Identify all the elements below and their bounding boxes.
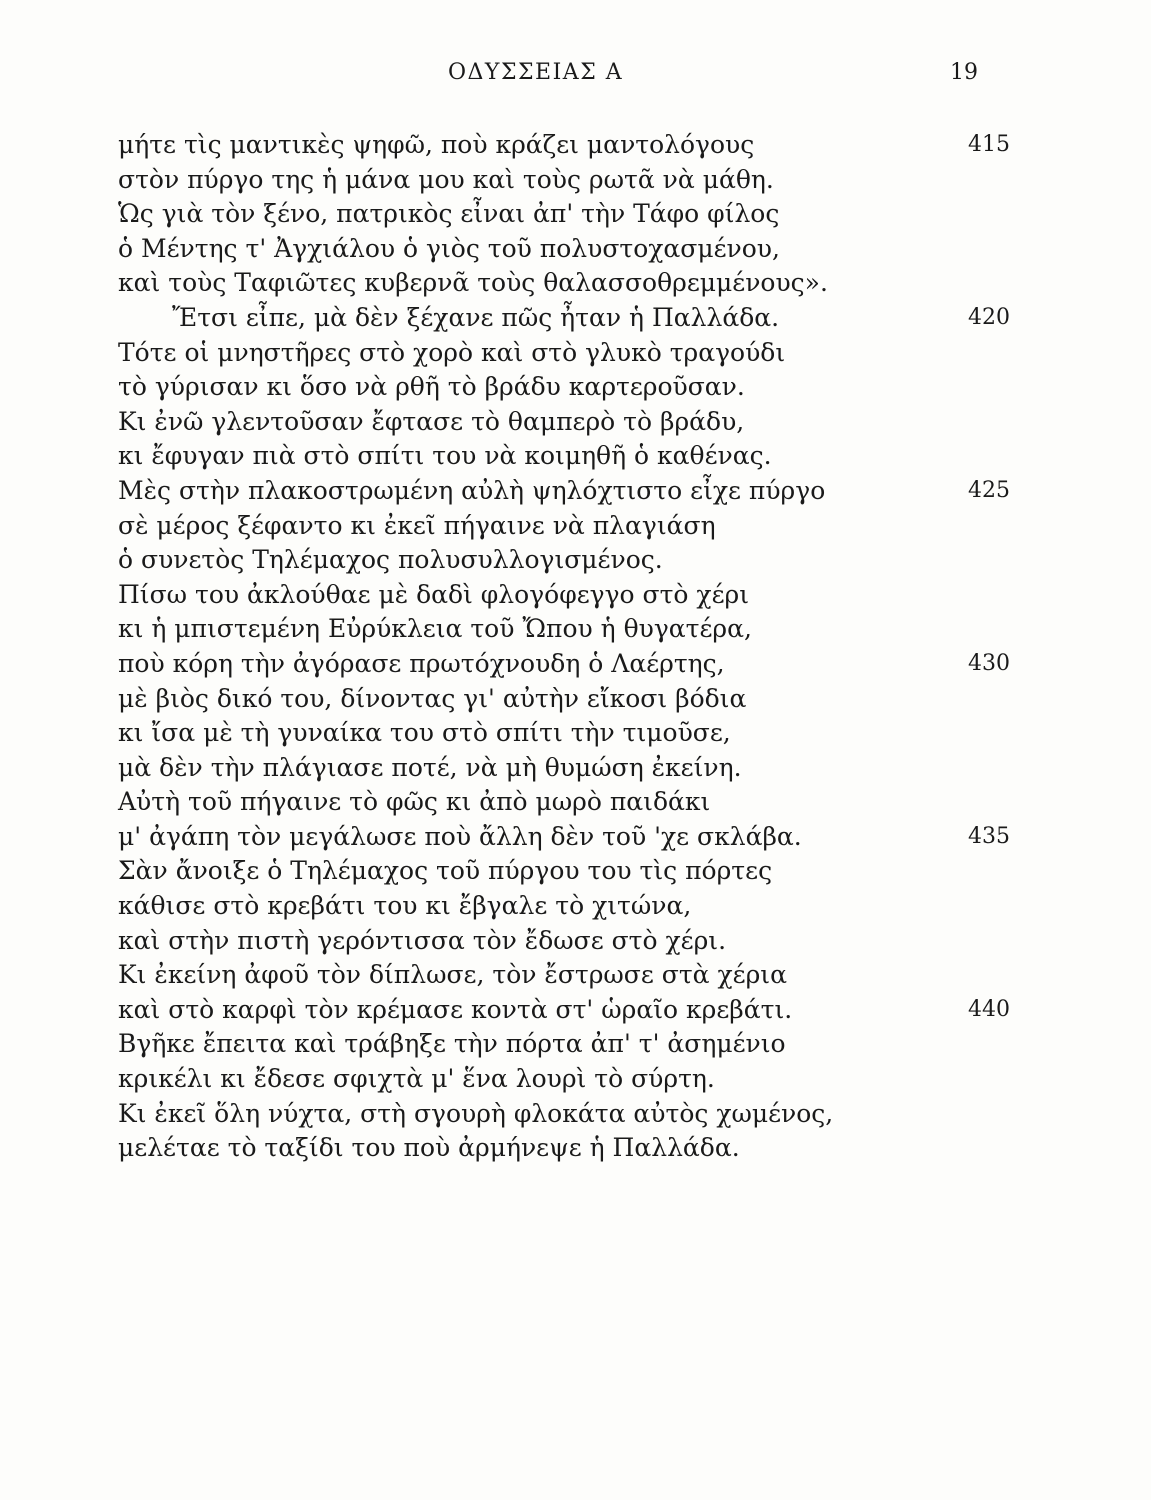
verse-text: ὁ Μέντης τ' Ἀγχιάλου ὁ γιὸς τοῦ πολυστοχασμένου, [118,233,780,263]
verse-text: Πίσω του ἀκλούθαε μὲ δαδὶ φλογόφεγγο στὸ χέρι [118,579,750,609]
verse-text: τὸ γύρισαν κι ὅσο νὰ ρθῆ τὸ βράδυ καρτεροῦσαν. [118,372,745,402]
verse-text: Βγῆκε ἔπειτα καὶ τράβηξε τὴν πόρτα ἀπ' τ' ἀσημένιο [118,1029,786,1059]
verse-text: Τότε οἱ μνηστῆρες στὸ χορὸ καὶ στὸ γλυκὸ τραγούδι [118,337,786,367]
line-number: 440 [968,996,1010,1022]
verse-text: μὰ δὲν τὴν πλάγιασε ποτέ, νὰ μὴ θυμώση ἐκείνη. [118,752,742,782]
verse-line [0,336,1151,371]
verse-line [0,128,1151,163]
verse-line [0,785,1151,820]
verse-line [0,854,1151,889]
verse-text: Σὰν ἄνοιξε ὁ Τηλέμαχος τοῦ πύργου του τὶς πόρτες [118,856,773,886]
verse-text: κάθισε στὸ κρεβάτι του κι ἔβγαλε τὸ χιτώνα, [118,891,692,921]
verse-line [0,1027,1151,1062]
page-header [0,60,1151,100]
line-number: 425 [968,477,1010,503]
verse-line [0,370,1151,405]
verse-text: ποὺ κόρη τὴν ἀγόρασε πρωτόχνουδη ὁ Λαέρτης, [118,648,725,678]
verse-text: Κι ἐνῶ γλεντοῦσαν ἔφτασε τὸ θαμπερὸ τὸ βράδυ, [118,406,745,436]
verse-text: κι ἡ μπιστεμένη Εὐρύκλεια τοῦ Ὤπου ἡ θυγατέρα, [118,614,752,644]
verse-text: Ὡς γιὰ τὸν ξένο, πατρικὸς εἶναι ἀπ' τὴν Τάφο φίλος [118,199,780,229]
verse-line [0,682,1151,717]
verse-line [0,889,1151,924]
verse-text: καὶ στὴν πιστὴ γερόντισσα τὸν ἔδωσε στὸ χέρι. [118,925,727,955]
verse-text: Μὲς στὴν πλακοστρωμένη αὐλὴ ψηλόχτιστο εἶχε πύργο [118,475,826,505]
verse-text: σὲ μέρος ξέφαντο κι ἐκεῖ πήγαινε νὰ πλαγιάση [118,510,716,540]
verse-line [0,612,1151,647]
line-number: 435 [968,823,1010,849]
verse-text: μὲ βιὸς δικό του, δίνοντας γι' αὐτὴν εἴκοσι βόδια [118,683,747,713]
page-number: 19 [950,60,978,85]
verse-line [0,509,1151,544]
verse-block [0,128,1151,1166]
verse-text: Αὐτὴ τοῦ πήγαινε τὸ φῶς κι ἀπὸ μωρὸ παιδάκι [118,787,711,817]
verse-line [0,301,1151,336]
verse-line [0,924,1151,959]
verse-line [0,1097,1151,1132]
running-title: ΟΔΥΣΣΕΙΑΣ Α [448,60,624,85]
verse-text: καὶ στὸ καρφὶ τὸν κρέμασε κοντὰ στ' ὡραῖο κρεβάτι. [118,994,793,1024]
verse-line [0,1062,1151,1097]
verse-line [0,266,1151,301]
verse-text: κρικέλι κι ἔδεσε σφιχτὰ μ' ἕνα λουρὶ τὸ σύρτη. [118,1064,715,1094]
verse-line [0,405,1151,440]
line-number: 420 [968,304,1010,330]
verse-line [0,163,1151,198]
verse-line [0,1131,1151,1166]
verse-text: ὁ συνετὸς Τηλέμαχος πολυσυλλογισμένος. [118,545,663,575]
verse-text: Ἔτσι εἶπε, μὰ δὲν ξέχανε πῶς ἦταν ἡ Παλλάδα. [172,302,780,332]
verse-line [0,543,1151,578]
verse-text: κι ἴσα μὲ τὴ γυναίκα του στὸ σπίτι τὴν τιμοῦσε, [118,718,731,748]
verse-line [0,993,1151,1028]
verse-line [0,232,1151,267]
verse-text: καὶ τοὺς Ταφιῶτες κυβερνᾶ τοὺς θαλασσοθρεμμένους». [118,268,828,298]
line-number: 430 [968,650,1010,676]
verse-text: Κι ἐκεῖ ὅλη νύχτα, στὴ σγουρὴ φλοκάτα αὐτὸς χωμένος, [118,1098,834,1128]
verse-line [0,578,1151,613]
verse-line [0,474,1151,509]
verse-line [0,958,1151,993]
verse-line [0,647,1151,682]
verse-line [0,820,1151,855]
verse-text: Κι ἐκείνη ἀφοῦ τὸν δίπλωσε, τὸν ἔστρωσε στὰ χέρια [118,960,787,990]
line-number: 415 [968,132,1010,157]
verse-text: στὸν πύργο της ἡ μάνα μου καὶ τοὺς ρωτᾶ νὰ μάθη. [118,164,774,194]
verse-text: κι ἔφυγαν πιὰ στὸ σπίτι του νὰ κοιμηθῆ ὁ καθένας. [118,441,772,471]
verse-line [0,716,1151,751]
verse-line [0,439,1151,474]
verse-line [0,751,1151,786]
verse-text: μήτε τὶς μαντικὲς ψηφῶ, ποὺ κράζει μαντολόγους [118,130,755,159]
verse-text: μελέταε τὸ ταξίδι του ποὺ ἀρμήνεψε ἡ Παλλάδα. [118,1133,740,1163]
verse-text: μ' ἀγάπη τὸν μεγάλωσε ποὺ ἄλλη δὲν τοῦ 'χε σκλάβα. [118,821,802,851]
verse-line [0,197,1151,232]
